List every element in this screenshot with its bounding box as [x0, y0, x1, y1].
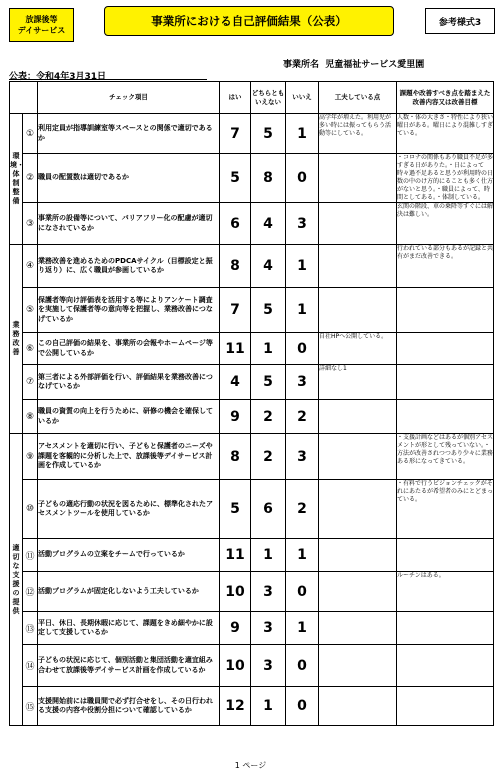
- effort-note: [319, 687, 397, 726]
- header-item: チェック項目: [38, 82, 220, 114]
- neither-count: 3: [251, 612, 286, 645]
- office-name-line: [283, 57, 424, 70]
- neither-count: 5: [251, 288, 286, 333]
- issue-note: ルーチンはある。: [397, 572, 494, 612]
- issue-note: [397, 333, 494, 365]
- no-count: 0: [286, 572, 319, 612]
- neither-count: 8: [251, 154, 286, 203]
- table-row: [10, 154, 494, 203]
- effort-note: 高学年が増えた。利用児が多い時には振ってもらう活動等にしている。: [319, 114, 397, 154]
- check-item-text: 事業所の設備等について、バリアフリー化の配慮が適切になされているか: [38, 203, 220, 245]
- no-count: 3: [286, 365, 319, 400]
- item-number: ②: [23, 154, 38, 203]
- yes-count: 8: [220, 245, 251, 288]
- service-type-badge: [9, 8, 74, 42]
- table-row: [10, 645, 494, 687]
- publish-date-underline: [9, 79, 207, 80]
- category-label: 環境・体制整備: [10, 114, 23, 245]
- no-count: 0: [286, 154, 319, 203]
- header-neither: どちらともいえない: [251, 82, 286, 114]
- yes-count: 6: [220, 203, 251, 245]
- effort-note: [319, 645, 397, 687]
- header-no: いいえ: [286, 82, 319, 114]
- issue-note: ・支援計画などはあるが個別アセスメントが形として残っていない。・方法が改善されつつあり少々に業務ある形になってきている。: [397, 434, 494, 480]
- table-row: [10, 434, 494, 480]
- yes-count: 5: [220, 154, 251, 203]
- item-number: ⑪: [23, 539, 38, 572]
- issue-note: ・コロナの関係もあり職員不足が多すぎる日がありた。・日によって時々過不足あると思うが利用時の日数の中のけ方的にることも多く仕方がないと思う。・職員によって、時間としてある。・体制している。: [397, 154, 494, 201]
- header-effort: 工夫している点: [319, 82, 397, 114]
- table-row: [10, 687, 494, 726]
- table-row: [10, 333, 494, 365]
- header-issues: 課題や改善すべき点を踏まえた改善内容又は改善目標: [397, 82, 494, 114]
- neither-count: 2: [251, 400, 286, 434]
- effort-note: [319, 480, 397, 539]
- item-number: ①: [23, 114, 38, 154]
- no-count: 0: [286, 645, 319, 687]
- neither-count: 4: [251, 203, 286, 245]
- item-number: ⑧: [23, 400, 38, 434]
- table-row: [10, 572, 494, 612]
- yes-count: 11: [220, 333, 251, 365]
- badge-line1: 放課後等: [25, 15, 58, 24]
- issue-note: [397, 539, 494, 572]
- check-item-text: 子どもの適応行動の状況を図るために、標準化されたアセスメントツールを使用しているか: [38, 480, 220, 539]
- item-number: ⑨: [23, 434, 38, 480]
- category-label: 業務改善: [10, 245, 23, 434]
- evaluation-table: [9, 81, 494, 726]
- yes-count: 10: [220, 572, 251, 612]
- check-item-text: 利用定員が指導訓練室等スペースとの関係で適切であるか: [38, 114, 220, 154]
- item-number: ⑬: [23, 612, 38, 645]
- table-row: [10, 480, 494, 539]
- yes-count: 7: [220, 114, 251, 154]
- item-number: ③: [23, 203, 38, 245]
- issue-note: [397, 365, 494, 400]
- table-row: [10, 612, 494, 645]
- badge-line2: デイサービス: [17, 26, 66, 35]
- effort-note: [319, 572, 397, 612]
- neither-count: 3: [251, 645, 286, 687]
- issue-note: [397, 687, 494, 726]
- page-number: 1 ページ: [234, 761, 267, 770]
- no-count: 1: [286, 288, 319, 333]
- yes-count: 10: [220, 645, 251, 687]
- effort-note: 自社HPへ公開している。: [319, 333, 397, 365]
- no-count: 3: [286, 434, 319, 480]
- check-item-text: 活動プログラムが固定化しないよう工夫しているか: [38, 572, 220, 612]
- table-row: [10, 114, 494, 154]
- item-number: ⑮: [23, 687, 38, 726]
- issue-note: 人数・体の大きさ・特性により狭い曜日がある。曜日により混雑しすぎている。: [397, 114, 494, 154]
- neither-count: 1: [251, 687, 286, 726]
- issue-note: 玄関の階段、車の乗降等すぐには解決は難しい。: [397, 203, 494, 245]
- no-count: 2: [286, 400, 319, 434]
- effort-note: [319, 434, 397, 480]
- no-count: 0: [286, 333, 319, 365]
- office-label: 事業所名: [283, 60, 320, 70]
- check-item-text: 保護者等向け評価表を活用する等によりアンケート調査を実施して保護者等の意向等を把握し、業務改善につなげているか: [38, 288, 220, 333]
- table-row: [10, 400, 494, 434]
- item-number: ⑤: [23, 288, 38, 333]
- issue-note: [397, 612, 494, 645]
- neither-count: 1: [251, 539, 286, 572]
- publish-date: 公表：令和4年3月31日: [9, 72, 107, 82]
- yes-count: 12: [220, 687, 251, 726]
- category-label: 適切な支援の提供: [10, 434, 23, 726]
- neither-count: 2: [251, 434, 286, 480]
- table-row: [10, 203, 494, 245]
- yes-count: 5: [220, 480, 251, 539]
- office-name: 児童福祉サービス愛里園: [325, 60, 425, 70]
- check-item-text: 業務改善を進めるためのPDCAサイクル（目標設定と振り返り）に、広く職員が参画しているか: [38, 245, 220, 288]
- check-item-text: 活動プログラムの立案をチームで行っているか: [38, 539, 220, 572]
- table-row: [10, 365, 494, 400]
- yes-count: 8: [220, 434, 251, 480]
- item-number: ④: [23, 245, 38, 288]
- header-yes: はい: [220, 82, 251, 114]
- check-item-text: この自己評価の結果を、事業所の会報やホームページ等で公開しているか: [38, 333, 220, 365]
- neither-count: 5: [251, 114, 286, 154]
- yes-count: 7: [220, 288, 251, 333]
- effort-note: 詳細なし1: [319, 365, 397, 400]
- table-header-row: [10, 82, 494, 114]
- table-row: [10, 288, 494, 333]
- table-row: [10, 539, 494, 572]
- item-number: ⑥: [23, 333, 38, 365]
- issue-note: [397, 400, 494, 434]
- effort-note: [319, 245, 397, 288]
- check-item-text: 子どもの状況に応じて、個別活動と集団活動を適宜組み合わせて放課後等デイサービス計画を作成しているか: [38, 645, 220, 687]
- check-item-text: 第三者による外部評価を行い、評価結果を業務改善につなげているか: [38, 365, 220, 400]
- item-number: ⑦: [23, 365, 38, 400]
- no-count: 1: [286, 245, 319, 288]
- no-count: 0: [286, 687, 319, 726]
- item-number: ⑭: [23, 645, 38, 687]
- issue-note: 行われている部分もあるが記録と共有がまだ改善できる。: [397, 245, 494, 288]
- effort-note: [319, 203, 397, 245]
- effort-note: [319, 539, 397, 572]
- issue-note: [397, 288, 494, 333]
- no-count: 3: [286, 203, 319, 245]
- effort-note: [319, 400, 397, 434]
- item-number: ⑩: [23, 480, 38, 539]
- blank-header-cell: [10, 82, 38, 114]
- issue-note: [397, 645, 494, 687]
- yes-count: 9: [220, 400, 251, 434]
- effort-note: [319, 288, 397, 333]
- check-item-text: 職員の配置数は適切であるか: [38, 154, 220, 203]
- no-count: 1: [286, 539, 319, 572]
- no-count: 2: [286, 480, 319, 539]
- page-title: 事業所における自己評価結果（公表）: [104, 6, 394, 36]
- check-item-text: 支援開始前には職員間で必ず打合せをし、その日行われる支援の内容や役割分担について確認しているか: [38, 687, 220, 726]
- neither-count: 4: [251, 245, 286, 288]
- neither-count: 3: [251, 572, 286, 612]
- no-count: 1: [286, 612, 319, 645]
- check-item-text: アセスメントを適切に行い、子どもと保護者のニーズや課題を客観的に分析した上で、放課後等デイサービス計画を作成しているか: [38, 434, 220, 480]
- neither-count: 5: [251, 365, 286, 400]
- effort-note: [319, 154, 397, 203]
- no-count: 1: [286, 114, 319, 154]
- effort-note: [319, 612, 397, 645]
- check-item-text: 職員の資質の向上を行うために、研修の機会を確保しているか: [38, 400, 220, 434]
- check-item-text: 平日、休日、長期休暇に応じて、課題をきめ細やかに設定して支援しているか: [38, 612, 220, 645]
- yes-count: 11: [220, 539, 251, 572]
- table-row: [10, 245, 494, 288]
- neither-count: 1: [251, 333, 286, 365]
- neither-count: 6: [251, 480, 286, 539]
- yes-count: 9: [220, 612, 251, 645]
- issue-note: ・有料で行うビジョンチェックがそれにあたるが希望者のみにとどまっている。: [397, 480, 494, 539]
- form-reference: 参考様式3: [425, 8, 495, 34]
- yes-count: 4: [220, 365, 251, 400]
- item-number: ⑫: [23, 572, 38, 612]
